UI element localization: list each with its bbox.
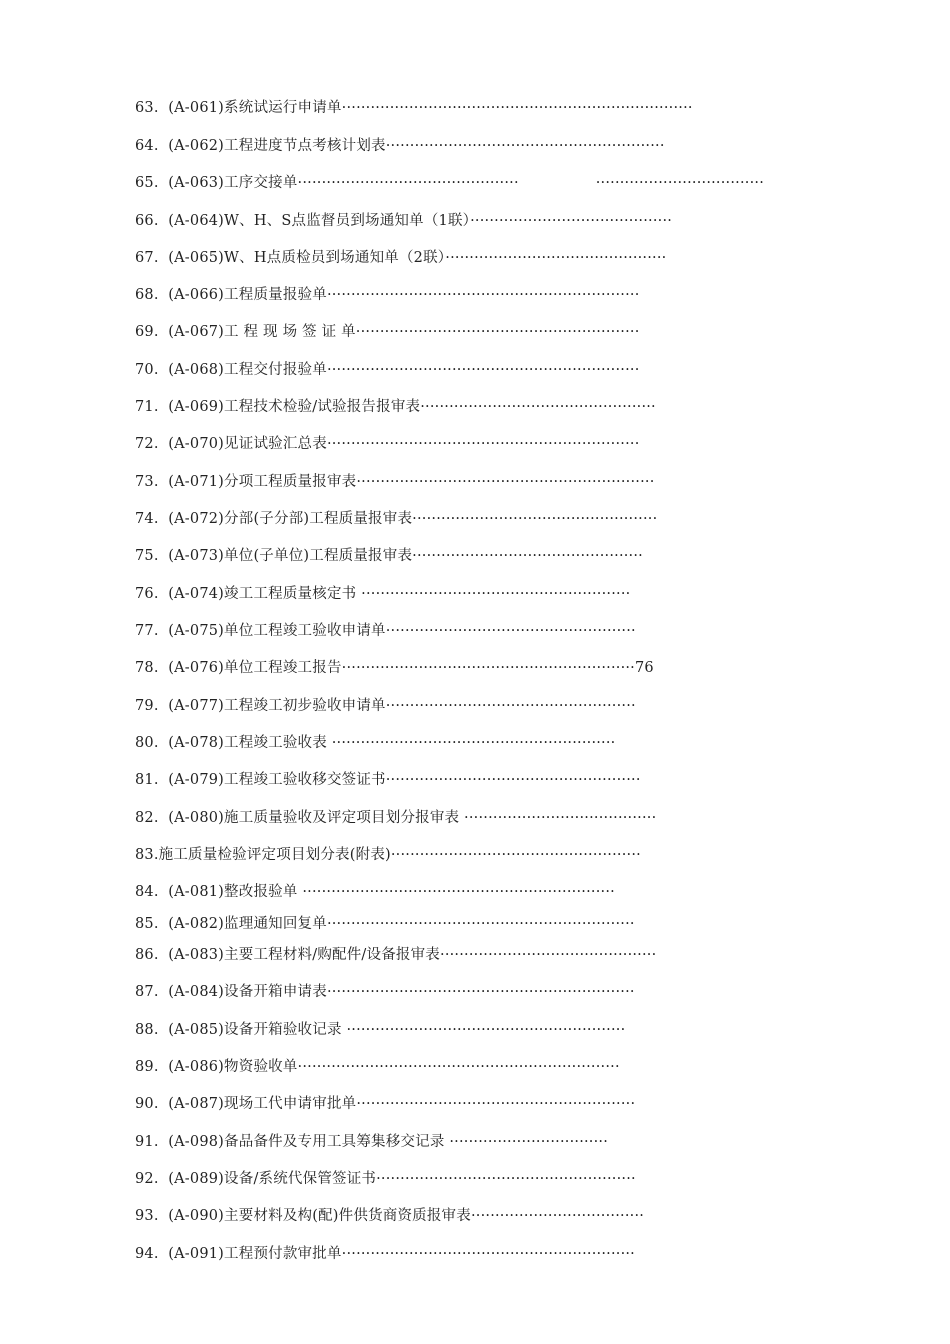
- toc-entry: [135, 770, 641, 790]
- toc-entry-text: 85. (A-082)监理通知回复单································································: [135, 916, 635, 932]
- toc-entry-text: 82. (A-080)施工质量验收及评定项目划分报审表 ········································: [135, 810, 657, 826]
- toc-entry-text: 86. (A-083)主要工程材料/购配件/设备报审表·············································: [135, 947, 657, 963]
- toc-entry-text: 71. (A-069)工程技术检验/试验报告报审表·················································: [135, 399, 656, 415]
- toc-entry-text: 83.施工质量检验评定项目划分表(附表)····················································: [135, 847, 641, 863]
- toc-entry: [135, 1020, 625, 1040]
- toc-entry: [135, 211, 672, 231]
- toc-entry: [135, 472, 655, 492]
- toc-entry: [135, 945, 656, 965]
- toc-entry: [135, 98, 693, 118]
- toc-entry-text: 84. (A-081)整改报验单 ·································································: [135, 884, 615, 900]
- toc-entry-text: 65. (A-063)工序交接单·············································· ···································: [135, 175, 765, 191]
- toc-entry: [135, 1206, 644, 1226]
- toc-entry: [135, 808, 656, 828]
- toc-entry: [135, 621, 636, 641]
- toc-entry-text: 92. (A-089)设备/系统代保管签证书······················································: [135, 1171, 636, 1187]
- toc-entry: [135, 1057, 620, 1077]
- toc-entry: [135, 360, 640, 380]
- toc-entry: [135, 136, 665, 156]
- toc-entry: [135, 1132, 608, 1152]
- toc-entry: [135, 914, 635, 934]
- toc-entry-text: 89. (A-086)物资验收单···································································: [135, 1059, 620, 1075]
- toc-entry-text: 66. (A-064)W、H、S点监督员到场通知单（1联）··········································: [135, 213, 673, 229]
- toc-entry: [135, 982, 635, 1002]
- toc-entry-text: 75. (A-073)单位(子单位)工程质量报审表················································: [135, 548, 643, 564]
- toc-entry-text: 78. (A-076)单位工程竣工报告·····························································76: [135, 660, 654, 676]
- toc-entry-text: 79. (A-077)工程竣工初步验收申请单····················································: [135, 698, 636, 714]
- toc-entry: [135, 1094, 635, 1114]
- toc-entry-text: 88. (A-085)设备开箱验收记录 ··························································: [135, 1022, 626, 1038]
- toc-entry: [135, 173, 764, 193]
- toc-entry-text: 80. (A-078)工程竣工验收表 ···························································: [135, 735, 616, 751]
- toc-entry: [135, 882, 615, 902]
- toc-entry: [135, 845, 641, 865]
- toc-entry-text: 63. (A-061)系统试运行申请单·········································································: [135, 100, 693, 116]
- toc-entry: [135, 1244, 635, 1264]
- toc-entry-text: 77. (A-075)单位工程竣工验收申请单····················································: [135, 623, 636, 639]
- toc-entry-text: 93. (A-090)主要材料及构(配)件供货商资质报审表····································: [135, 1208, 645, 1224]
- toc-entry-text: 64. (A-062)工程进度节点考核计划表··························································: [135, 138, 665, 154]
- toc-entry: [135, 509, 657, 529]
- toc-entry-text: 69. (A-067)工 程 现 场 签 证 单···························································: [135, 324, 640, 340]
- toc-entry: [135, 434, 640, 454]
- toc-entry: [135, 733, 616, 753]
- toc-entry-text: 70. (A-068)工程交付报验单·································································: [135, 362, 640, 378]
- toc-entry: [135, 1169, 636, 1189]
- toc-entry: [135, 322, 640, 342]
- toc-entry-text: 74. (A-072)分部(子分部)工程质量报审表···················································: [135, 511, 658, 527]
- toc-entry: [135, 248, 666, 268]
- toc-entry-text: 68. (A-066)工程质量报验单·································································: [135, 287, 640, 303]
- toc-entry-text: 90. (A-087)现场工代申请审批单··························································: [135, 1096, 636, 1112]
- toc-entry: [135, 546, 643, 566]
- toc-entry: [135, 658, 654, 678]
- toc-entry-text: 73. (A-071)分项工程质量报审表······························································: [135, 474, 655, 490]
- toc-entry-text: 87. (A-084)设备开箱申请表································································: [135, 984, 635, 1000]
- toc-entry-text: 81. (A-079)工程竣工验收移交签证书·····················································: [135, 772, 641, 788]
- toc-entry-text: 76. (A-074)竣工工程质量核定书 ························································: [135, 586, 631, 602]
- toc-entry: [135, 285, 640, 305]
- toc-entry-text: 67. (A-065)W、H点质检员到场通知单（2联）··············································: [135, 250, 667, 266]
- toc-entry: [135, 584, 630, 604]
- toc-entry: [135, 696, 636, 716]
- toc-entry-text: 91. (A-098)备品备件及专用工具筹集移交记录 ·································: [135, 1134, 609, 1150]
- toc-entry-text: 72. (A-070)见证试验汇总表·································································: [135, 436, 640, 452]
- toc-entry-text: 94. (A-091)工程预付款审批单·····························································: [135, 1246, 635, 1262]
- toc-entry: [135, 397, 656, 417]
